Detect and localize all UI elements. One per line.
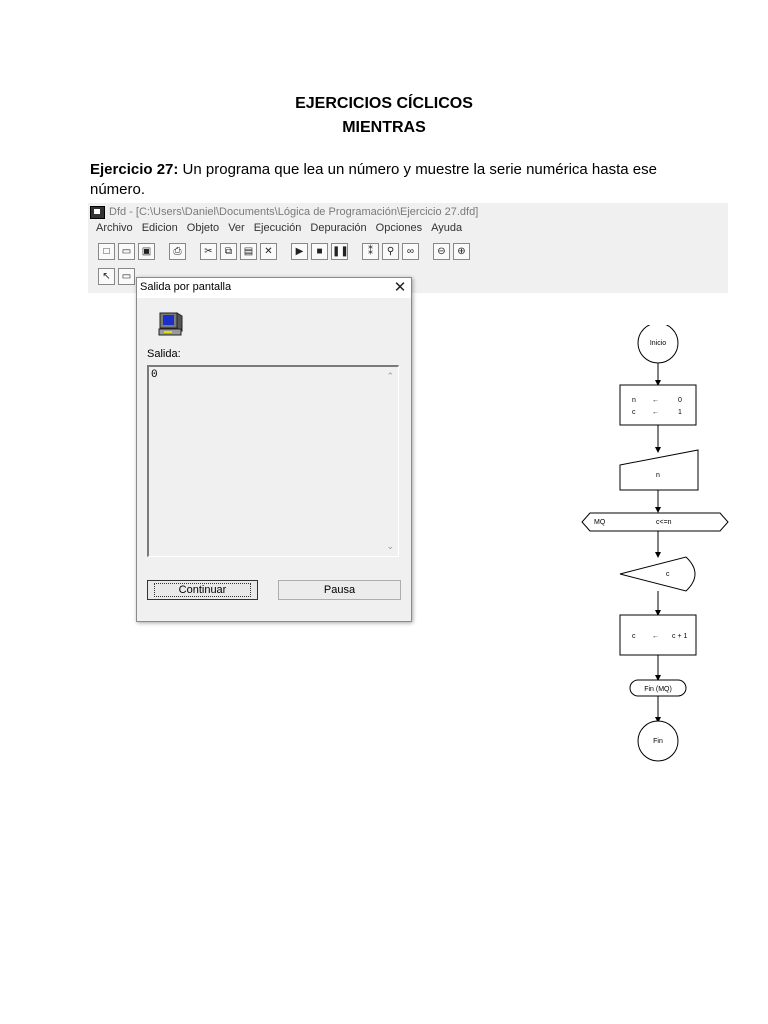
menu-edicion[interactable]: Edicion xyxy=(141,222,178,234)
scroll-up-icon[interactable]: ⌃ xyxy=(386,371,394,381)
end-while-label: Fin (MQ) xyxy=(644,686,672,693)
assign1-var-2: c xyxy=(632,409,636,416)
save-icon[interactable]: ▣ xyxy=(138,243,155,260)
continue-label: Continuar xyxy=(154,583,252,597)
while-label: MQ xyxy=(594,519,606,526)
app-title: Dfd - [C:\Users\Daniel\Documents\Lógica de Programación\Ejercicio 27.dfd] xyxy=(109,206,479,218)
assign2-var: c xyxy=(632,633,636,640)
copy-icon[interactable]: ⧉ xyxy=(220,243,237,260)
menubar xyxy=(96,222,462,238)
read-label: n xyxy=(656,472,660,479)
exercise-label: Ejercicio 27: xyxy=(90,161,179,178)
zoom-out-icon[interactable]: ⊖ xyxy=(433,243,450,260)
new-icon[interactable]: □ xyxy=(98,243,115,260)
pointer-icon[interactable]: ↖ xyxy=(98,268,115,285)
stop-icon[interactable]: ■ xyxy=(311,243,328,260)
dialog-title: Salida por pantalla xyxy=(140,281,232,293)
output-textarea[interactable] xyxy=(147,365,399,557)
output-label-fc: c xyxy=(666,571,670,578)
assign1-val-2: 1 xyxy=(678,409,682,416)
output-value: 0 xyxy=(151,369,158,381)
cut-icon[interactable]: ✂ xyxy=(200,243,217,260)
pause-icon[interactable]: ❚❚ xyxy=(331,243,348,260)
toolbar xyxy=(98,243,470,263)
open-icon[interactable]: ▭ xyxy=(118,243,135,260)
dfd-logo-icon xyxy=(90,206,105,219)
menu-depuracion[interactable]: Depuración xyxy=(310,222,367,234)
output-dialog xyxy=(136,277,412,622)
assign1-var-1: n xyxy=(632,397,636,404)
exercise-paragraph xyxy=(90,160,690,200)
end-label: Fin xyxy=(653,738,663,745)
start-label: Inicio xyxy=(649,340,667,347)
step-icon[interactable]: ⁑ xyxy=(362,243,379,260)
output-label: Salida: xyxy=(147,348,181,360)
block-icon[interactable]: ▭ xyxy=(118,268,135,285)
menu-opciones[interactable]: Opciones xyxy=(375,222,423,234)
assign1-val-1: 0 xyxy=(678,397,682,404)
menu-objeto[interactable]: Objeto xyxy=(186,222,220,234)
pause-button[interactable]: Pausa xyxy=(278,580,401,600)
page-title: EJERCICIOS CÍCLICOS xyxy=(295,95,473,112)
page-subtitle: MIENTRAS xyxy=(342,119,426,136)
zoom-in-icon[interactable]: ⊕ xyxy=(453,243,470,260)
print-icon[interactable]: ⎙ xyxy=(169,243,186,260)
scroll-down-icon[interactable]: ⌄ xyxy=(386,541,394,551)
menu-ver[interactable]: Ver xyxy=(228,222,245,234)
continue-button[interactable] xyxy=(147,580,258,600)
assign2-val: c + 1 xyxy=(672,633,688,640)
output-node xyxy=(620,557,695,591)
assign2-arrow: ← xyxy=(652,633,659,640)
assign1-arrow-2: ← xyxy=(652,409,659,416)
delete-icon[interactable]: ✕ xyxy=(260,243,277,260)
read-node xyxy=(620,450,698,490)
computer-icon xyxy=(157,310,185,338)
assign1-arrow-1: ← xyxy=(652,397,659,404)
assign-node-1 xyxy=(620,385,696,425)
menu-archivo[interactable]: Archivo xyxy=(96,222,133,234)
trace-icon[interactable]: ⚲ xyxy=(382,243,399,260)
menu-ayuda[interactable]: Ayuda xyxy=(431,222,463,234)
exercise-text: Un programa que lea un número y muestre la serie numérica hasta ese número. xyxy=(90,161,657,198)
while-condition: c<=n xyxy=(656,519,672,526)
evaluate-icon[interactable]: ∞ xyxy=(402,243,419,260)
flowchart xyxy=(580,325,732,765)
paste-icon[interactable]: ▤ xyxy=(240,243,257,260)
app-titlebar xyxy=(90,204,478,220)
close-icon[interactable]: ✕ xyxy=(393,279,407,296)
run-icon[interactable]: ▶ xyxy=(291,243,308,260)
object-toolbar xyxy=(98,268,135,288)
menu-ejecucion[interactable]: Ejecución xyxy=(253,222,302,234)
